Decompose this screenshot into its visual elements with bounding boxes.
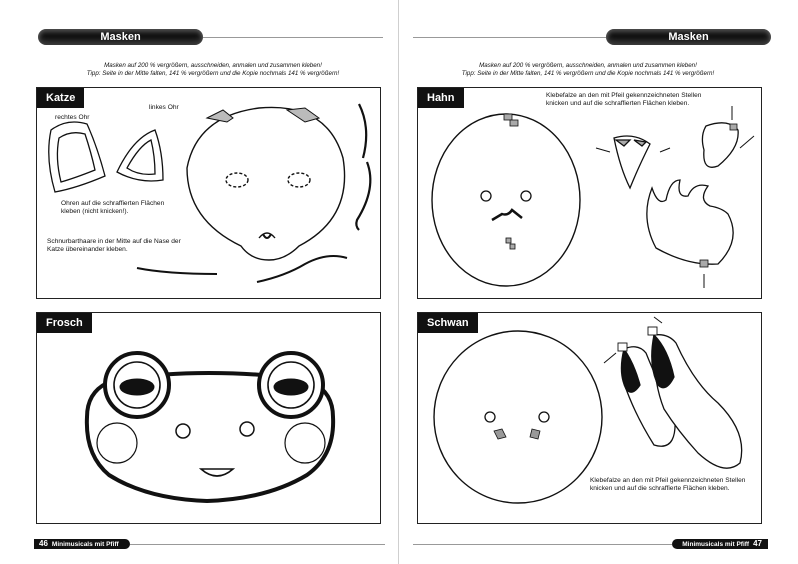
intro-text — [28, 62, 398, 78]
comb-cutout — [647, 180, 733, 288]
right-page — [399, 0, 798, 564]
frosch-panel — [36, 312, 381, 524]
intro-line-1: Masken auf 200 % vergrößern, ausschneiden, anmalen und zusammen kleben! — [479, 62, 697, 69]
frog-face — [87, 353, 333, 501]
footer-title: Minimusicals mit Pfiff — [682, 541, 750, 548]
side-strips — [356, 104, 370, 230]
whisker-strips — [137, 256, 347, 282]
intro-line-2: Tipp: Seite in der Mitte falten, 141 % vergrößern und die Kopie nochmals 141 % vergrößern! — [461, 70, 715, 77]
page-header-banner: Masken — [38, 29, 203, 45]
beak-cutout — [604, 317, 742, 468]
footer-right — [672, 539, 768, 549]
intro-line-1: Masken auf 200 % vergrößern, ausschneiden, anmalen und zusammen kleben! — [104, 62, 322, 69]
wattle-cutout — [702, 106, 754, 167]
page-number: 47 — [753, 539, 762, 548]
rooster-face — [432, 114, 580, 286]
header-rule — [203, 37, 383, 38]
frosch-drawing — [37, 313, 381, 524]
intro-text — [403, 62, 773, 78]
cat-face — [187, 107, 345, 260]
hahn-panel — [417, 87, 762, 299]
note-ears: Ohren auf die schraffierten Flächen kleben (nicht knicken!). — [61, 200, 165, 215]
right-ear-cutout — [49, 122, 105, 192]
hahn-note: Klebefalze an den mit Pfeil gekennzeichneten Stellen knicken und auf die schraffierten Flächen kleben. — [546, 92, 702, 107]
intro-line-2: Tipp: Seite in der Mitte falten, 141 % vergrößern und die Kopie nochmals 141 % vergrößern! — [86, 70, 340, 77]
footer-left — [34, 539, 130, 549]
footer-rule — [130, 544, 385, 545]
label-right-ear: rechtes Ohr — [55, 114, 90, 121]
footer-rule — [413, 544, 672, 545]
frosch-title: Frosch — [37, 313, 92, 333]
swan-face — [434, 331, 602, 503]
schwan-title: Schwan — [418, 313, 478, 333]
note-whiskers: Schnurbarthaare in der Mitte auf die Nase der Katze übereinander kleben. — [47, 238, 181, 253]
katze-title: Katze — [37, 88, 84, 108]
header-rule — [413, 37, 606, 38]
schwan-panel — [417, 312, 762, 524]
footer-title: Minimusicals mit Pfiff — [51, 541, 119, 548]
hahn-drawing — [418, 88, 762, 299]
page-header-banner: Masken — [606, 29, 771, 45]
hahn-title: Hahn — [418, 88, 464, 108]
beak-cutout — [596, 136, 670, 188]
katze-panel — [36, 87, 381, 299]
label-left-ear: linkes Ohr — [149, 104, 179, 111]
page-number: 46 — [39, 539, 48, 548]
schwan-note: Klebefalze an den mit Pfeil gekennzeichneten Stellen knicken und auf die schraffierte Flächen kleben. — [590, 477, 746, 492]
left-ear-cutout — [117, 130, 163, 181]
